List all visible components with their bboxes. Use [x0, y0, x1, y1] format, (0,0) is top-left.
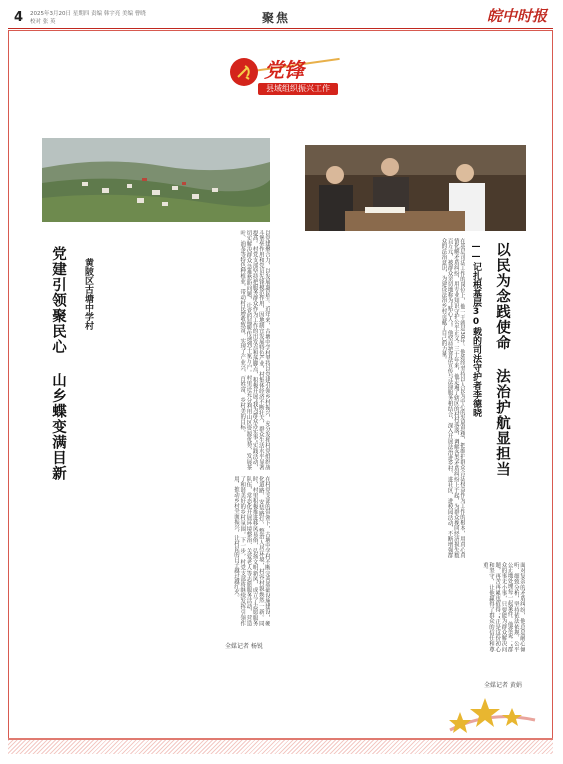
left-byline: 全媒记者 杨锐: [225, 643, 263, 650]
party-emblem-icon: [230, 58, 258, 86]
section-title: 聚焦: [262, 11, 291, 25]
badge-title: 党锋: [264, 58, 304, 82]
mediation-meeting-photo: [305, 145, 526, 231]
issue-meta: 2025年3月20日 星期四 责编 韩宇亮 美编 曹晓 校对 张 英: [30, 11, 146, 25]
masthead-logo: 皖中时报: [486, 7, 547, 25]
right-byline: 全媒记者 黄娟: [484, 682, 522, 689]
right-subhead: ——记扎根基层30载的司法守护者李德晓: [471, 242, 481, 417]
stars-decoration: [440, 690, 540, 740]
column-badge: [222, 52, 342, 102]
page-header: [0, 0, 563, 30]
right-headline: 以民为念践使命 法治护航显担当: [494, 242, 511, 477]
village-landscape-photo: [42, 138, 270, 222]
right-body-text: 在基层司法工作的岗位上，他一干就是30年。他始终坚持以人民为中心的发展思想，把维护群众合法权益作为工作的根本，用真心真情化解矛盾纠纷，用专业知识守护公平正义。三十年来，他走遍了辖区的村村落落，调解各类矛盾纠纷上千起，为群众挽回经济损失数百万元，被群众亲切地称为“贴心人”。他坚持把普法宣传与法律服务相结合，深入开展法治进乡村、进社区、进校园活动，不断增强群众的法治意识，为建设法治乡村贡献了自己的力量。: [440, 238, 465, 558]
header-rule: [8, 28, 553, 29]
footer-hatch: [8, 740, 553, 754]
page-number: 4: [14, 10, 24, 25]
left-subhead: 黄陂区古塘中学村: [83, 258, 93, 330]
badge-subtitle: 县域组织振兴工作: [258, 83, 338, 95]
left-body-text: 以党建聚合力，以发展惠民生。近年来，古塘中学村坚持以党建引领乡村振兴，充分发挥村党组织战斗堡垒作用和党员先锋模范作用，因地制宜发展特色产业，村集体经济不断壮大，群众生活水平显著提高。村党支部坚持把服务群众作为工作的出发点和落脚点，积极开展“我为群众办实事”实践活动，切实解决群众急难愁盼问题，让党的温暖传递到千家万户。村里还充分利用山区资源优势，发展茶叶、油茶等特色种植业，带动村民增收致富，实现了产业兴、百姓富、乡村美的目标。: [239, 230, 270, 470]
left-headline: 党建引领聚民心 山乡蝶变满目新: [50, 246, 67, 481]
right-body-text-lower: 面对复杂的矛盾纠纷，他总是耐心倾听、细致分析，坚持依法依规、公平公正地处理每一起案件。他常说：“群众的事无小事，只要能为群众解决问题，再苦再累也值得。”正是这份初心和坚守，让他赢得了群众的信任和尊重。: [481, 562, 525, 652]
left-body-text-lower: 在村党支部的带领下，古塘中学村不断完善基础设施建设，硬化道路、安装路灯、整治人居环境，村容村貌焕然一新。同时，村里积极推进移风易俗，弘扬文明新风，成立了志愿服务队伍，常态化开展环境整治、关爱老人等志愿服务活动，营造了和谐美好的乡村氛围。下一步，村党支部将继续发挥引领作用，推动乡村全面振兴，让村民的日子越过越红火。: [232, 476, 270, 626]
